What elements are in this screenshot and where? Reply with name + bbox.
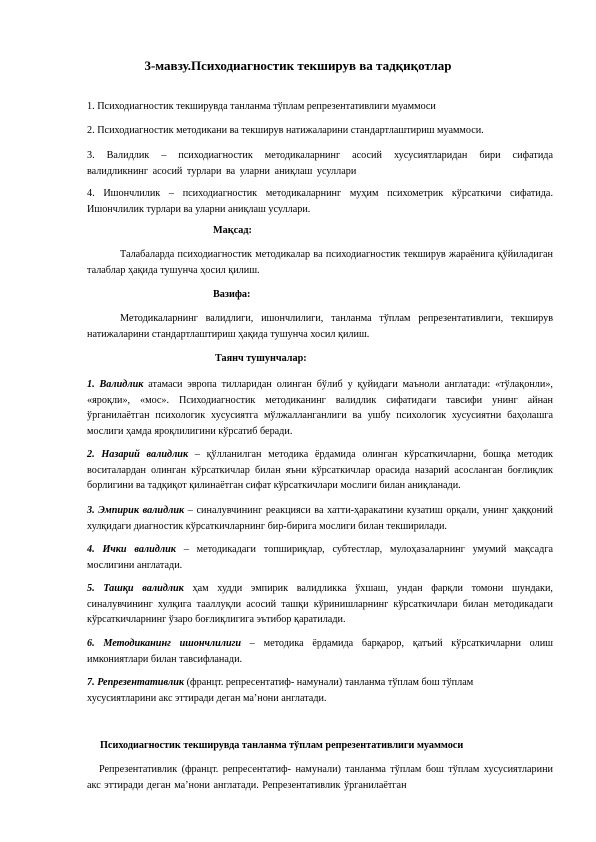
- key-concepts-heading: Таянч тушунчалар:: [215, 353, 307, 364]
- section-text: Репрезентативлик (францт. репресентатиф- намунали) танланма тўплам бош тўплам хусусиятларини акс эттиради деган маʼнони англатади. Репрезентативлик ўрганилаётган: [87, 764, 553, 791]
- section-heading: Психодиагностик текширувда танланма тўплам репрезентативлиги муаммоси: [100, 740, 464, 751]
- concept-text: – қўлланилган методика ёрдамида олинган кўрсаткичларни, бошқа методик воситалардан олинган кўрсаткичлар билан яъни кўрсаткичлар орасида назарий асосланган боғлиқлик борлигини ва тадқиқот қилинаётган сифат кўрсаткичлари мослиги билан аниқланади.: [87, 449, 553, 491]
- concept-term: 7. Репрезентативлик: [87, 677, 185, 688]
- task-text: Методикаларнинг валидлиги, ишончлилиги, танланма тўплам репрезентативлиги, текширув натижаларини стандартлаштириш ҳақида тушунча хосил қилиш.: [87, 313, 553, 340]
- concept-item: [87, 542, 553, 573]
- concept-item: [87, 503, 553, 534]
- goal-heading: Мақсад:: [213, 225, 252, 236]
- topic-item-1: 1. Психодиагностик текширувда танланма тўплам репрезентативлиги муаммоси: [87, 101, 436, 112]
- goal-text: Талабаларда психодиагностик методикалар ва психодиагностик текширув жараёнига қўйиладиган талаблар ҳақида тушунча ҳосил қилиш.: [87, 249, 553, 276]
- page-title: 3-мавзу.Психодиагностик текширув ва тадқиқотлар: [144, 58, 452, 73]
- concept-text: – методикадаги топшириқлар, субтестлар, мулоҳазаларнинг умумий мақсадга мослигини англатади.: [87, 544, 554, 571]
- concept-item: [87, 636, 553, 667]
- concept-term: 5. Ташқи валидлик: [87, 583, 184, 594]
- concept-text: – синалувчининг реакцияси ва хатти-ҳаракатини кузатиш орқали, унинг ҳаққоний хулқидаги диагностик кўрсаткичларнинг бир-бирига мослиги билан текширилади.: [87, 505, 553, 532]
- concept-text: (францт. репресентатиф- намунали) танланма тўплам бош тўплам хусусиятларини акс эттиради деган маʼнони англатади.: [87, 677, 474, 704]
- topic-item-2: 2. Психодиагностик методикани ва текширув натижаларини стандартлаштириш муаммоси.: [87, 125, 484, 136]
- concept-term: 2. Назарий валидлик: [87, 449, 189, 460]
- concept-item: [87, 581, 553, 628]
- concept-term: 6. Методиканинг ишончлилиги: [87, 638, 242, 649]
- concept-item: [87, 377, 553, 439]
- topic-item-3: 3. Валидлик – психодиагностик методикаларнинг асосий хусусиятларидан бири сифатида валидликнинг асосий турлари ва уларни аниқлаш усуллари: [87, 150, 553, 177]
- concept-text: – методика ёрдамида барқарор, қатъий кўрсаткичларни олиш имкониятлари билан тавсифланади.: [87, 638, 553, 665]
- concept-item: [87, 675, 497, 706]
- concept-term: 3. Эмпирик валидлик: [87, 505, 185, 516]
- concept-term: 1. Валидлик: [87, 379, 144, 390]
- topic-item-4: 4. Ишончлилик – психодиагностик методикаларнинг муҳим психометрик кўрсаткичи сифатида. Ишончлилик турлари ва уларни аниқлаш усуллари.: [87, 188, 553, 215]
- concept-text: атамаси эвропа тилларидан олинган бўлиб у қуйидаги маъноли англатади: «тўлақонли», «яроқли», «мос». Психодиагностик методиканинг валидлик сифатидаги тавсифи унинг айнан ўрганилаётган психологик хусусиятга мўлжалланганлиги ва ушбу психологик хусусиятни баҳолашга мослиги ҳамда яроқлилигини кўрсатиб беради.: [87, 379, 553, 437]
- concept-term: 4. Ички валидлик: [87, 544, 176, 555]
- concept-item: [87, 447, 553, 494]
- task-heading: Вазифа:: [213, 289, 251, 300]
- concept-text: ҳам худди эмпирик валидликка ўхшаш, ундан фарқли томони шундаки, синалувчининг хулқига тааллуқли асосий ташқи кўринишларнинг кўрсаткичлари билан методикадаги кўрсаткичларнинг ўзаро боғлиқлигига эътибор қаратилади.: [87, 583, 553, 625]
